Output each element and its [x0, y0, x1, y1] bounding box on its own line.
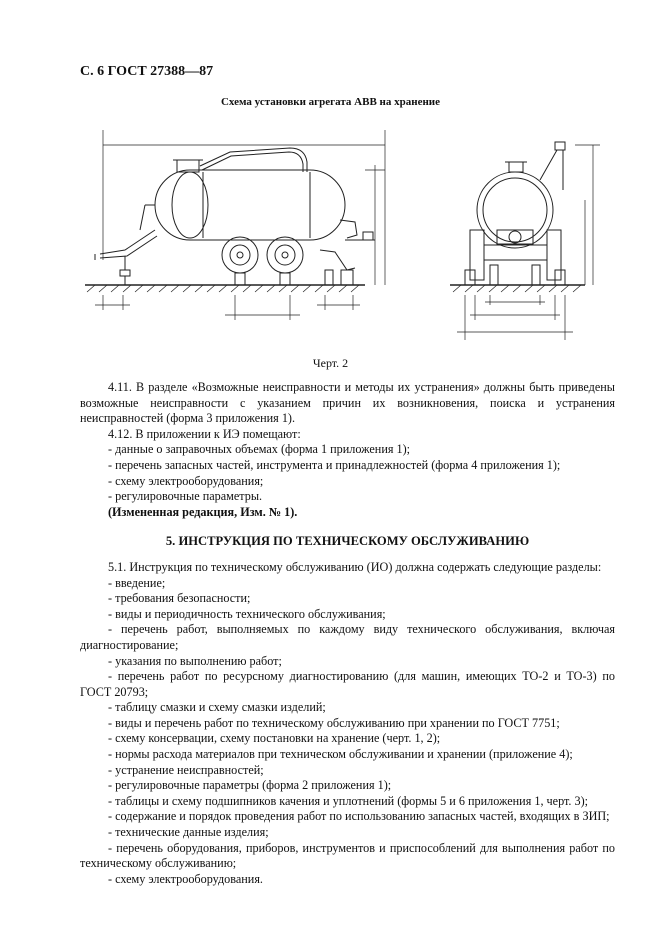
list-item: - нормы расхода материалов при техническом обслуживании и хранении (приложение 4); [108, 747, 573, 762]
list-item: - таблицу смазки и схему смазки изделий; [108, 700, 326, 715]
edition-note: (Измененная редакция, Изм. № 1). [108, 504, 298, 519]
list-item: - схему электрооборудования; [108, 473, 264, 488]
paragraph-4-11: 4.11. В разделе «Возможные неисправности и методы их устранения» должны быть приведены возможные неисправности с указанием причин их возникновения, поиска и устранения неисправностей (форма 3 приложения 1). [80, 380, 615, 426]
list-item: - перечень работ, выполняемых по каждому виду технического обслуживания, включая диагностирование; [80, 622, 615, 652]
list-item: - схему электрооборудования. [108, 871, 263, 886]
list-item: - перечень работ по ресурсному диагностированию (для машин, имеющих ТО-2 и ТО-3) по ГОСТ 20793; [80, 669, 615, 699]
list-item: - устранение неисправностей; [108, 762, 264, 777]
paragraph-5-1: 5.1. Инструкция по техническому обслуживанию (ИО) должна содержать следующие разделы: [108, 559, 602, 574]
list-item: - требования безопасности; [108, 591, 251, 606]
list-item: - виды и перечень работ по техническому обслуживанию при хранении по ГОСТ 7751; [108, 715, 560, 730]
paragraph-4-12: 4.12. В приложении к ИЭ помещают: [108, 426, 301, 441]
list-item: - схему консервации, схему постановки на хранение (черт. 1, 2); [108, 731, 441, 746]
list-item: - таблицы и схему подшипников качения и уплотнений (формы 5 и 6 приложения 1, черт. 3); [108, 793, 589, 808]
list-item: - виды и периодичность технического обслуживания; [108, 606, 386, 621]
list-item: - перечень оборудования, приборов, инструментов и приспособлений для выполнения работ по техническому обслуживанию; [80, 840, 615, 871]
page-header: С. 6 ГОСТ 27388—87 [80, 64, 214, 79]
figure-caption: Схема установки агрегата АВВ на хранение [220, 96, 441, 108]
list-item: - регулировочные параметры. [108, 489, 263, 504]
list-item: - перечень запасных частей, инструмента и принадлежностей (форма 4 приложения 1); [108, 457, 561, 472]
list-item: - указания по выполнению работ; [108, 653, 282, 668]
section-5-heading: 5. ИНСТРУКЦИЯ ПО ТЕХНИЧЕСКОМУ ОБСЛУЖИВАНИЮ [165, 534, 530, 549]
list-item: - введение; [108, 575, 166, 590]
list-item: - содержание и порядок проведения работ по использованию запасных частей, входящих в ЗИП; [108, 809, 610, 824]
list-item: - регулировочные параметры (форма 2 приложения 1); [108, 778, 392, 793]
body-text [80, 380, 615, 887]
list-item: - технические данные изделия; [108, 825, 269, 840]
list-item: - данные о заправочных объемах (форма 1 приложения 1); [108, 442, 411, 457]
figure-number: Черт. 2 [312, 356, 349, 370]
storage-diagram [85, 120, 610, 350]
